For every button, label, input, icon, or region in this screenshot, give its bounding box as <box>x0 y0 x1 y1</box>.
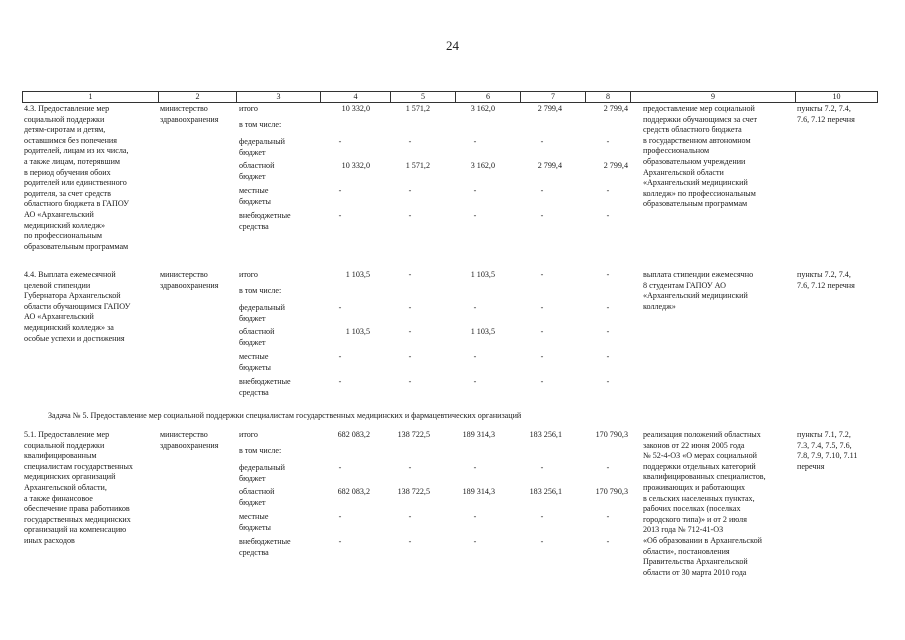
measure-title-line: области обучающимся ГАПОУ <box>24 301 131 311</box>
measure-title-line: квалифицированным <box>24 451 97 461</box>
value-dash: - <box>606 377 610 386</box>
value-dash: - <box>338 512 342 521</box>
executor-line: министерство <box>160 104 208 113</box>
value-dash: - <box>540 186 544 195</box>
funding-source-label: местные <box>239 352 269 361</box>
page-number: 24 <box>446 38 459 53</box>
header-col-6: 6 <box>455 92 520 102</box>
funding-source-label: областной <box>239 161 275 170</box>
value-dash: - <box>408 303 412 312</box>
result-line: образовательном учреждении <box>643 157 746 166</box>
task-title: Задача № 5. Предоставление мер социальной поддержки специалистам государственных медицинских и фармацевтических организаций <box>48 411 522 420</box>
funding-source-label: бюджеты <box>239 196 271 206</box>
reference-line: 7.6, 7.12 перечня <box>797 280 855 290</box>
funding-source-label: федеральный <box>239 303 285 312</box>
value-dash: - <box>473 186 477 195</box>
value-dash: - <box>473 463 477 472</box>
funding-source-label: областной <box>239 327 275 336</box>
funding-source-label: бюджет <box>239 171 266 181</box>
result-line: «Архангельский медицинский <box>643 291 748 301</box>
measure-title-line: медицинских организаций <box>24 472 116 482</box>
value-cell: 10 332,0 <box>341 161 370 170</box>
value-dash: - <box>338 463 342 472</box>
reference-line: пункты 7.2, 7.4, <box>797 104 851 113</box>
measure-title-line: в период обучения обоих <box>24 167 111 177</box>
funding-source-label: итого <box>239 430 258 439</box>
executor-line: министерство <box>160 270 208 279</box>
value-dash: - <box>473 512 477 521</box>
result-line: законов от 22 июня 2005 года <box>643 440 745 450</box>
value-cell: 2 799,4 <box>537 161 562 170</box>
result-line: Правительства Архангельской <box>643 557 748 567</box>
value-cell: 183 256,1 <box>529 487 562 496</box>
measure-title-line: детям-сиротам и детям, <box>24 125 106 135</box>
result-line: средств областного бюджета <box>643 125 742 135</box>
value-dash: - <box>606 186 610 195</box>
result-line: поддержки отдельных категорий <box>643 461 756 471</box>
funding-source-label: внебюджетные <box>239 537 291 546</box>
result-line: «Архангельский медицинский <box>643 178 748 188</box>
result-line: предоставление мер социальной <box>643 104 755 113</box>
result-line: № 52-4-ОЗ «О мерах социальной <box>643 451 757 461</box>
measure-title-line: родителей или единственного <box>24 178 127 188</box>
funding-source-label: итого <box>239 270 258 279</box>
value-dash: - <box>606 352 610 361</box>
funding-source-label: федеральный <box>239 463 285 472</box>
funding-source-label: местные <box>239 186 269 195</box>
funding-source-label: федеральный <box>239 137 285 146</box>
header-col-1: 1 <box>22 92 158 102</box>
value-dash: - <box>338 537 342 546</box>
value-dash: - <box>473 211 477 220</box>
header-col-3: 3 <box>236 92 320 102</box>
value-cell: 2 799,4 <box>603 104 628 113</box>
measure-title-line: социальной поддержки <box>24 440 105 450</box>
funding-source-label: бюджет <box>239 473 266 483</box>
reference-line: 7.8, 7.9, 7.10, 7.11 <box>797 451 858 461</box>
value-cell: 138 722,5 <box>397 487 430 496</box>
value-dash: - <box>408 270 412 279</box>
executor-line: здравоохранения <box>160 440 219 450</box>
value-dash: - <box>338 352 342 361</box>
value-dash: - <box>338 377 342 386</box>
value-dash: - <box>540 537 544 546</box>
value-dash: - <box>408 352 412 361</box>
value-dash: - <box>408 137 412 146</box>
funding-source-label: в том числе: <box>239 446 282 455</box>
value-dash: - <box>408 211 412 220</box>
measure-title-line: а также финансовое <box>24 493 93 503</box>
funding-source-label: бюджет <box>239 313 266 323</box>
funding-source-label: бюджет <box>239 497 266 507</box>
result-line: области», постановления <box>643 546 730 556</box>
header-col-2: 2 <box>158 92 236 102</box>
reference-line: пункты 7.2, 7.4, <box>797 270 851 279</box>
executor-line: здравоохранения <box>160 280 219 290</box>
value-dash: - <box>606 512 610 521</box>
reference-line: пункты 7.1, 7.2, <box>797 430 851 439</box>
value-dash: - <box>473 137 477 146</box>
result-line: поддержки обучающимся за счет <box>643 114 757 124</box>
result-line: колледж» по профессиональным <box>643 188 756 198</box>
result-line: 8 студентам ГАПОУ АО <box>643 280 726 290</box>
result-line: колледж» <box>643 301 676 311</box>
funding-source-label: средства <box>239 221 269 231</box>
measure-title-line: организаций на компенсацию <box>24 525 127 535</box>
value-cell: 682 083,2 <box>337 430 370 439</box>
result-line: квалифицированных специалистов, <box>643 472 766 482</box>
value-dash: - <box>338 137 342 146</box>
value-dash: - <box>473 377 477 386</box>
funding-source-label: местные <box>239 512 269 521</box>
executor-line: здравоохранения <box>160 114 219 124</box>
measure-title-line: иных расходов <box>24 536 75 545</box>
value-dash: - <box>408 327 412 336</box>
executor-line: министерство <box>160 430 208 439</box>
funding-source-label: средства <box>239 387 269 397</box>
value-cell: 183 256,1 <box>529 430 562 439</box>
measure-title-line: по профессиональным <box>24 231 103 241</box>
value-dash: - <box>540 463 544 472</box>
result-line: профессиональном <box>643 146 710 156</box>
funding-source-label: средства <box>239 547 269 557</box>
value-dash: - <box>540 303 544 312</box>
result-line: 2013 года № 712-41-ОЗ <box>643 525 724 535</box>
measure-title-line: а также лицам, потерявшим <box>24 157 121 166</box>
measure-title-line: Губернатора Архангельской <box>24 291 121 301</box>
measure-title-line: социальной поддержки <box>24 114 105 124</box>
funding-source-label: бюджет <box>239 147 266 157</box>
value-dash: - <box>606 463 610 472</box>
measure-title-line: образовательным программам <box>24 241 129 251</box>
result-line: рабочих поселках (поселках <box>643 504 741 514</box>
funding-source-label: внебюджетные <box>239 377 291 386</box>
result-line: в сельских населенных пунктах, <box>643 493 755 503</box>
result-line: проживающих и работающих <box>643 483 746 492</box>
result-line: «Об образовании в Архангельской <box>643 536 762 545</box>
result-line: реализация положений областных <box>643 430 761 439</box>
funding-source-label: областной <box>239 487 275 496</box>
measure-title-line: обеспечение права работников <box>24 504 130 514</box>
measure-title-line: АО «Архангельский <box>24 210 94 219</box>
result-line: Архангельской области <box>643 167 724 177</box>
value-cell: 1 103,5 <box>470 270 495 279</box>
value-dash: - <box>338 211 342 220</box>
header-col-7: 7 <box>520 92 585 102</box>
measure-title-line: медицинский колледж» за <box>24 323 114 332</box>
header-col-4: 4 <box>320 92 390 102</box>
funding-source-label: итого <box>239 104 258 113</box>
value-cell: 3 162,0 <box>470 161 495 170</box>
funding-source-label: внебюджетные <box>239 211 291 220</box>
value-cell: 189 314,3 <box>462 487 495 496</box>
value-cell: 1 103,5 <box>345 270 370 279</box>
value-cell: 1 103,5 <box>345 327 370 336</box>
value-cell: 2 799,4 <box>603 161 628 170</box>
reference-line: 7.3, 7.4, 7.5, 7.6, <box>797 440 852 450</box>
value-dash: - <box>606 270 610 279</box>
value-cell: 682 083,2 <box>337 487 370 496</box>
header-col-10: 10 <box>795 92 878 102</box>
value-dash: - <box>606 327 610 336</box>
funding-source-label: в том числе: <box>239 120 282 129</box>
value-cell: 10 332,0 <box>341 104 370 113</box>
funding-source-label: бюджеты <box>239 522 271 532</box>
result-line: в государственном автономном <box>643 135 751 145</box>
value-cell: 3 162,0 <box>470 104 495 113</box>
header-col-9: 9 <box>630 92 795 102</box>
result-line: городского типа)» и от 2 июля <box>643 514 747 524</box>
value-dash: - <box>408 463 412 472</box>
measure-title-line: особые успехи и достижения <box>24 333 125 343</box>
value-dash: - <box>338 303 342 312</box>
result-line: выплата стипендии ежемесячно <box>643 270 754 279</box>
value-dash: - <box>338 186 342 195</box>
funding-source-label: в том числе: <box>239 286 282 295</box>
result-line: области от 30 марта 2010 года <box>643 567 747 577</box>
measure-title-line: государственных медицинских <box>24 514 131 524</box>
table-header-row <box>22 91 878 103</box>
value-cell: 189 314,3 <box>462 430 495 439</box>
value-dash: - <box>540 512 544 521</box>
value-dash: - <box>473 537 477 546</box>
value-dash: - <box>540 377 544 386</box>
value-dash: - <box>606 137 610 146</box>
measure-title-line: специалистам государственных <box>24 461 133 471</box>
value-cell: 1 571,2 <box>405 161 430 170</box>
measure-title-line: 5.1. Предоставление мер <box>24 430 110 439</box>
measure-title-line: оставшимся без попечения <box>24 135 117 145</box>
measure-title-line: медицинский колледж» <box>24 220 106 230</box>
header-col-8: 8 <box>585 92 630 102</box>
value-dash: - <box>473 352 477 361</box>
value-dash: - <box>606 303 610 312</box>
measure-title-line: областного бюджета в ГАПОУ <box>24 199 129 209</box>
value-dash: - <box>540 327 544 336</box>
value-cell: 138 722,5 <box>397 430 430 439</box>
value-cell: 1 103,5 <box>470 327 495 336</box>
result-line: образовательным программам <box>643 199 748 209</box>
measure-title-line: 4.4. Выплата ежемесячной <box>24 270 116 279</box>
measure-title-line: Архангельской области, <box>24 483 107 492</box>
value-cell: 170 790,3 <box>595 487 628 496</box>
value-dash: - <box>606 537 610 546</box>
value-dash: - <box>408 186 412 195</box>
value-dash: - <box>606 211 610 220</box>
value-dash: - <box>540 211 544 220</box>
value-dash: - <box>408 537 412 546</box>
value-dash: - <box>408 377 412 386</box>
reference-line: 7.6, 7.12 перечня <box>797 114 855 124</box>
reference-line: перечня <box>797 461 825 471</box>
value-cell: 2 799,4 <box>537 104 562 113</box>
value-dash: - <box>473 303 477 312</box>
value-dash: - <box>540 137 544 146</box>
value-dash: - <box>540 352 544 361</box>
header-col-5: 5 <box>390 92 455 102</box>
funding-source-label: бюджеты <box>239 362 271 372</box>
measure-title-line: 4.3. Предоставление мер <box>24 104 110 113</box>
value-cell: 1 571,2 <box>405 104 430 113</box>
measure-title-line: целевой стипендии <box>24 280 91 290</box>
value-dash: - <box>540 270 544 279</box>
value-cell: 170 790,3 <box>595 430 628 439</box>
value-dash: - <box>408 512 412 521</box>
measure-title-line: родителей, лицам из их числа, <box>24 146 129 156</box>
measure-title-line: АО «Архангельский <box>24 312 94 322</box>
funding-source-label: бюджет <box>239 337 266 347</box>
measure-title-line: родителя, за счет средств <box>24 188 111 198</box>
